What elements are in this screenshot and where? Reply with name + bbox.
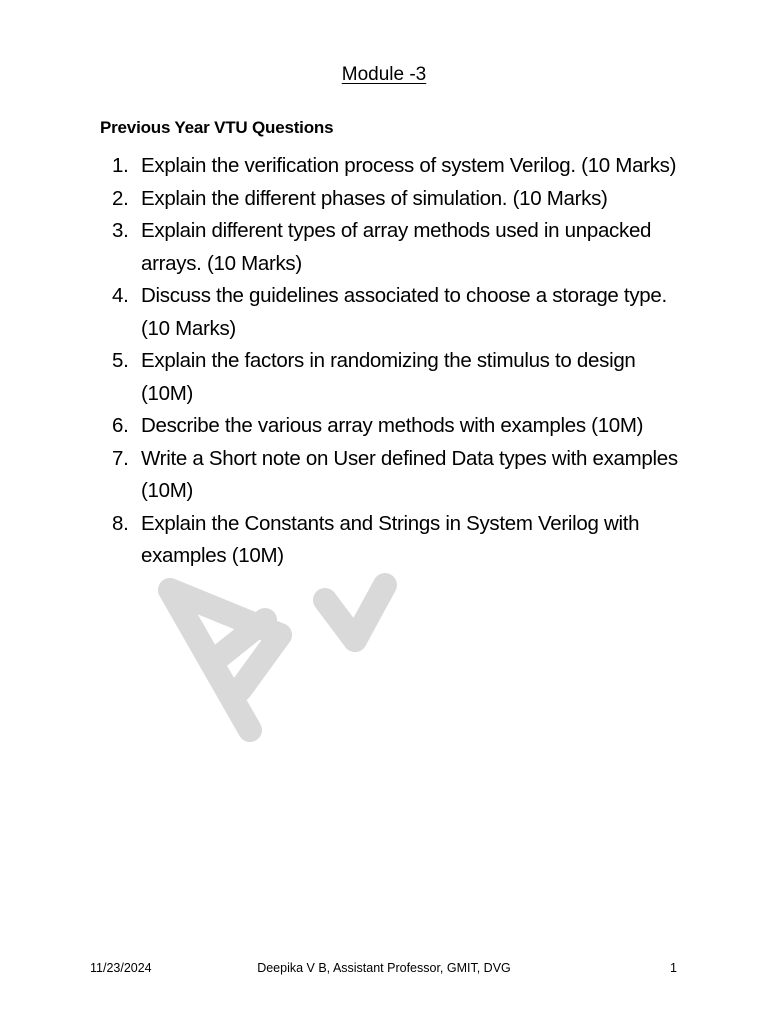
question-text: Write a Short note on User defined Data types with examples (10M) [141,446,678,502]
question-item [112,280,692,345]
question-item [112,150,692,183]
question-text: Describe the various array methods with examples (10M) [141,414,644,437]
question-list [112,150,692,573]
question-text: Explain the verification process of system Verilog. (10 Marks) [141,154,677,177]
question-number: 6. [112,414,129,437]
question-text: Explain the factors in randomizing the stimulus to design (10M) [141,349,636,405]
question-item [112,345,692,410]
question-number: 5. [112,349,129,372]
question-text: Discuss the guidelines associated to choose a storage type. (10 Marks) [141,284,667,340]
question-item [112,508,692,573]
question-number: 1. [112,154,129,177]
question-item [112,215,692,280]
question-item [112,410,692,443]
module-title: Module -3 [341,64,427,85]
footer-date: 11/23/2024 [90,961,152,975]
question-number: 4. [112,284,129,307]
question-text: Explain different types of array methods used in unpacked arrays. (10 Marks) [141,219,652,275]
section-heading: Previous Year VTU Questions [100,118,334,137]
question-item [112,443,692,508]
question-item [112,183,692,216]
question-text: Explain the different phases of simulation. (10 Marks) [141,186,608,210]
question-number: 8. [112,511,129,535]
question-text: Explain the Constants and Strings in System Verilog with examples (10M) [141,511,640,567]
question-number: 2. [112,186,129,210]
watermark-graphic [140,540,420,760]
question-number: 3. [112,219,129,242]
question-number: 7. [112,446,129,470]
footer-author: Deepika V B, Assistant Professor, GMIT, DVG [257,961,511,975]
footer-page-number: 1 [670,961,677,975]
